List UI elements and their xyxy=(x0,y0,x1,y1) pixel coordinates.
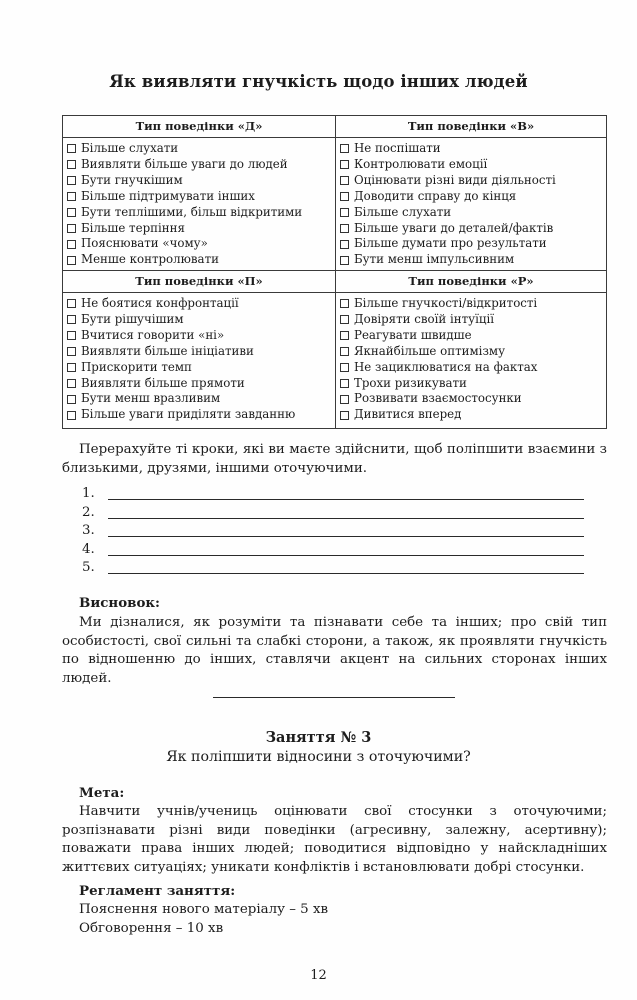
steps-prompt: Перерахуйте ті кроки, які ви маєте здійснити, щоб поліпшити взаємини з близькими, друзями, іншими оточуючими. xyxy=(62,442,607,476)
cell-header: Тип поведінки «П» xyxy=(63,271,335,293)
checklist-item[interactable]: Більше слухати xyxy=(67,141,335,157)
behavior-cell-p xyxy=(63,271,336,428)
behavior-table xyxy=(62,115,607,429)
checkbox-icon[interactable] xyxy=(67,144,76,153)
checkbox-icon[interactable] xyxy=(67,160,76,169)
section-divider xyxy=(213,697,455,698)
checkbox-icon[interactable] xyxy=(67,363,76,372)
step-row: 5. xyxy=(80,560,590,579)
step-input-line[interactable] xyxy=(108,573,584,574)
checkbox-icon[interactable] xyxy=(340,411,349,420)
checkbox-icon[interactable] xyxy=(67,224,76,233)
checkbox-icon[interactable] xyxy=(67,331,76,340)
checkbox-icon[interactable] xyxy=(67,176,76,185)
goal-heading: Мета: xyxy=(79,785,125,801)
step-row: 1. xyxy=(80,486,590,505)
checkbox-icon[interactable] xyxy=(67,379,76,388)
step-row: 3. xyxy=(80,523,590,542)
checklist-item[interactable]: Бути теплішими, більш відкритими xyxy=(67,205,335,221)
section-title: Як виявляти гнучкість щодо інших людей xyxy=(109,72,528,91)
checklist-item[interactable]: Доводити справу до кінця xyxy=(340,189,606,205)
checklist-item[interactable]: Якнайбільше оптимізму xyxy=(340,344,606,360)
conclusion-heading: Висновок: xyxy=(79,595,160,611)
checklist-item[interactable]: Пояснювати «чому» xyxy=(67,236,335,252)
checkbox-icon[interactable] xyxy=(340,363,349,372)
checkbox-icon[interactable] xyxy=(67,315,76,324)
checkbox-icon[interactable] xyxy=(67,299,76,308)
cell-header: Тип поведінки «Д» xyxy=(63,116,335,138)
step-row: 2. xyxy=(80,505,590,524)
conclusion-text: Ми дізналися, як розуміти та пізнавати себе та інших; про свій тип особистості, свої сильні та слабкі сторони, а також, як проявляти гнучкість по відношенню до інших, ставлячи акцент на сильних сторонах інших людей. xyxy=(62,615,607,686)
behavior-cell-v xyxy=(336,116,606,271)
goal-text: Навчити учнів/учениць оцінювати свої стосунки з оточуючими; розпізнавати різні види поведінки (агресивну, залежну, асертивну); поважати права інших людей; поводитися відповідно у найскладніших життєвих ситуаціях; уникати конфліктів і встановлювати добрі стосунки. xyxy=(62,804,607,875)
checkbox-icon[interactable] xyxy=(67,395,76,404)
checkbox-icon[interactable] xyxy=(340,240,349,249)
checkbox-icon[interactable] xyxy=(340,395,349,404)
checklist-item[interactable]: Вчитися говорити «ні» xyxy=(67,328,335,344)
checklist-item[interactable]: Не боятися конфронтації xyxy=(67,296,335,312)
cell-header: Тип поведінки «В» xyxy=(336,116,606,138)
checkbox-icon[interactable] xyxy=(340,160,349,169)
checklist-item[interactable]: Більше уваги приділяти завданню xyxy=(67,407,335,423)
lesson-title: Заняття № 3 xyxy=(265,729,372,746)
cell-header: Тип поведінки «Р» xyxy=(336,271,606,293)
checklist-item[interactable]: Бути менш імпульсивним xyxy=(340,252,606,268)
page-number: 12 xyxy=(310,968,327,983)
checkbox-icon[interactable] xyxy=(67,411,76,420)
checklist-item[interactable]: Не поспішати xyxy=(340,141,606,157)
checklist-item[interactable]: Виявляти більше прямоти xyxy=(67,376,335,392)
schedule-heading: Регламент заняття: xyxy=(79,883,236,899)
checklist-item[interactable]: Більше підтримувати інших xyxy=(67,189,335,205)
checkbox-icon[interactable] xyxy=(340,224,349,233)
step-input-line[interactable] xyxy=(108,518,584,519)
schedule-item: Пояснення нового матеріалу – 5 хв xyxy=(79,902,329,917)
checkbox-icon[interactable] xyxy=(340,331,349,340)
step-input-line[interactable] xyxy=(108,555,584,556)
checkbox-icon[interactable] xyxy=(340,176,349,185)
checklist-item[interactable]: Більше уваги до деталей/фактів xyxy=(340,221,606,237)
checklist xyxy=(336,138,606,268)
checkbox-icon[interactable] xyxy=(340,299,349,308)
checklist-item[interactable]: Виявляти більше уваги до людей xyxy=(67,157,335,173)
checklist-item[interactable]: Більше слухати xyxy=(340,205,606,221)
checklist-item[interactable]: Реагувати швидше xyxy=(340,328,606,344)
checklist-item[interactable]: Дивитися вперед xyxy=(340,407,606,423)
checkbox-icon[interactable] xyxy=(340,315,349,324)
behavior-cell-r xyxy=(336,271,606,428)
checklist-item[interactable]: Більше думати про результати xyxy=(340,236,606,252)
schedule-item: Обговорення – 10 хв xyxy=(79,921,224,936)
lesson-subtitle: Як поліпшити відносини з оточуючими? xyxy=(166,749,471,765)
checkbox-icon[interactable] xyxy=(340,256,349,265)
checklist-item[interactable]: Розвивати взаємостосунки xyxy=(340,391,606,407)
checklist-item[interactable]: Менше контролювати xyxy=(67,252,335,268)
checkbox-icon[interactable] xyxy=(340,144,349,153)
checklist xyxy=(336,293,606,423)
checklist-item[interactable]: Трохи ризикувати xyxy=(340,376,606,392)
checklist xyxy=(63,138,335,268)
behavior-cell-d xyxy=(63,116,336,271)
steps-list xyxy=(80,486,590,579)
checklist-item[interactable]: Контролювати емоції xyxy=(340,157,606,173)
checkbox-icon[interactable] xyxy=(67,347,76,356)
checklist-item[interactable]: Виявляти більше ініціативи xyxy=(67,344,335,360)
step-row: 4. xyxy=(80,542,590,561)
checkbox-icon[interactable] xyxy=(340,208,349,217)
checklist xyxy=(63,293,335,423)
checklist-item[interactable]: Довіряти своїй інтуїції xyxy=(340,312,606,328)
checkbox-icon[interactable] xyxy=(67,192,76,201)
checklist-item[interactable]: Не зациклюватися на фактах xyxy=(340,360,606,376)
checklist-item[interactable]: Бути гнучкішим xyxy=(67,173,335,189)
step-input-line[interactable] xyxy=(108,499,584,500)
checkbox-icon[interactable] xyxy=(67,256,76,265)
checkbox-icon[interactable] xyxy=(67,208,76,217)
checklist-item[interactable]: Більше терпіння xyxy=(67,221,335,237)
checklist-item[interactable]: Оцінювати різні види діяльності xyxy=(340,173,606,189)
checklist-item[interactable]: Прискорити темп xyxy=(67,360,335,376)
checkbox-icon[interactable] xyxy=(340,347,349,356)
checklist-item[interactable]: Більше гнучкості/відкритості xyxy=(340,296,606,312)
checkbox-icon[interactable] xyxy=(340,192,349,201)
checkbox-icon[interactable] xyxy=(340,379,349,388)
checklist-item[interactable]: Бути менш вразливим xyxy=(67,391,335,407)
step-input-line[interactable] xyxy=(108,536,584,537)
checklist-item[interactable]: Бути рішучішим xyxy=(67,312,335,328)
checkbox-icon[interactable] xyxy=(67,240,76,249)
